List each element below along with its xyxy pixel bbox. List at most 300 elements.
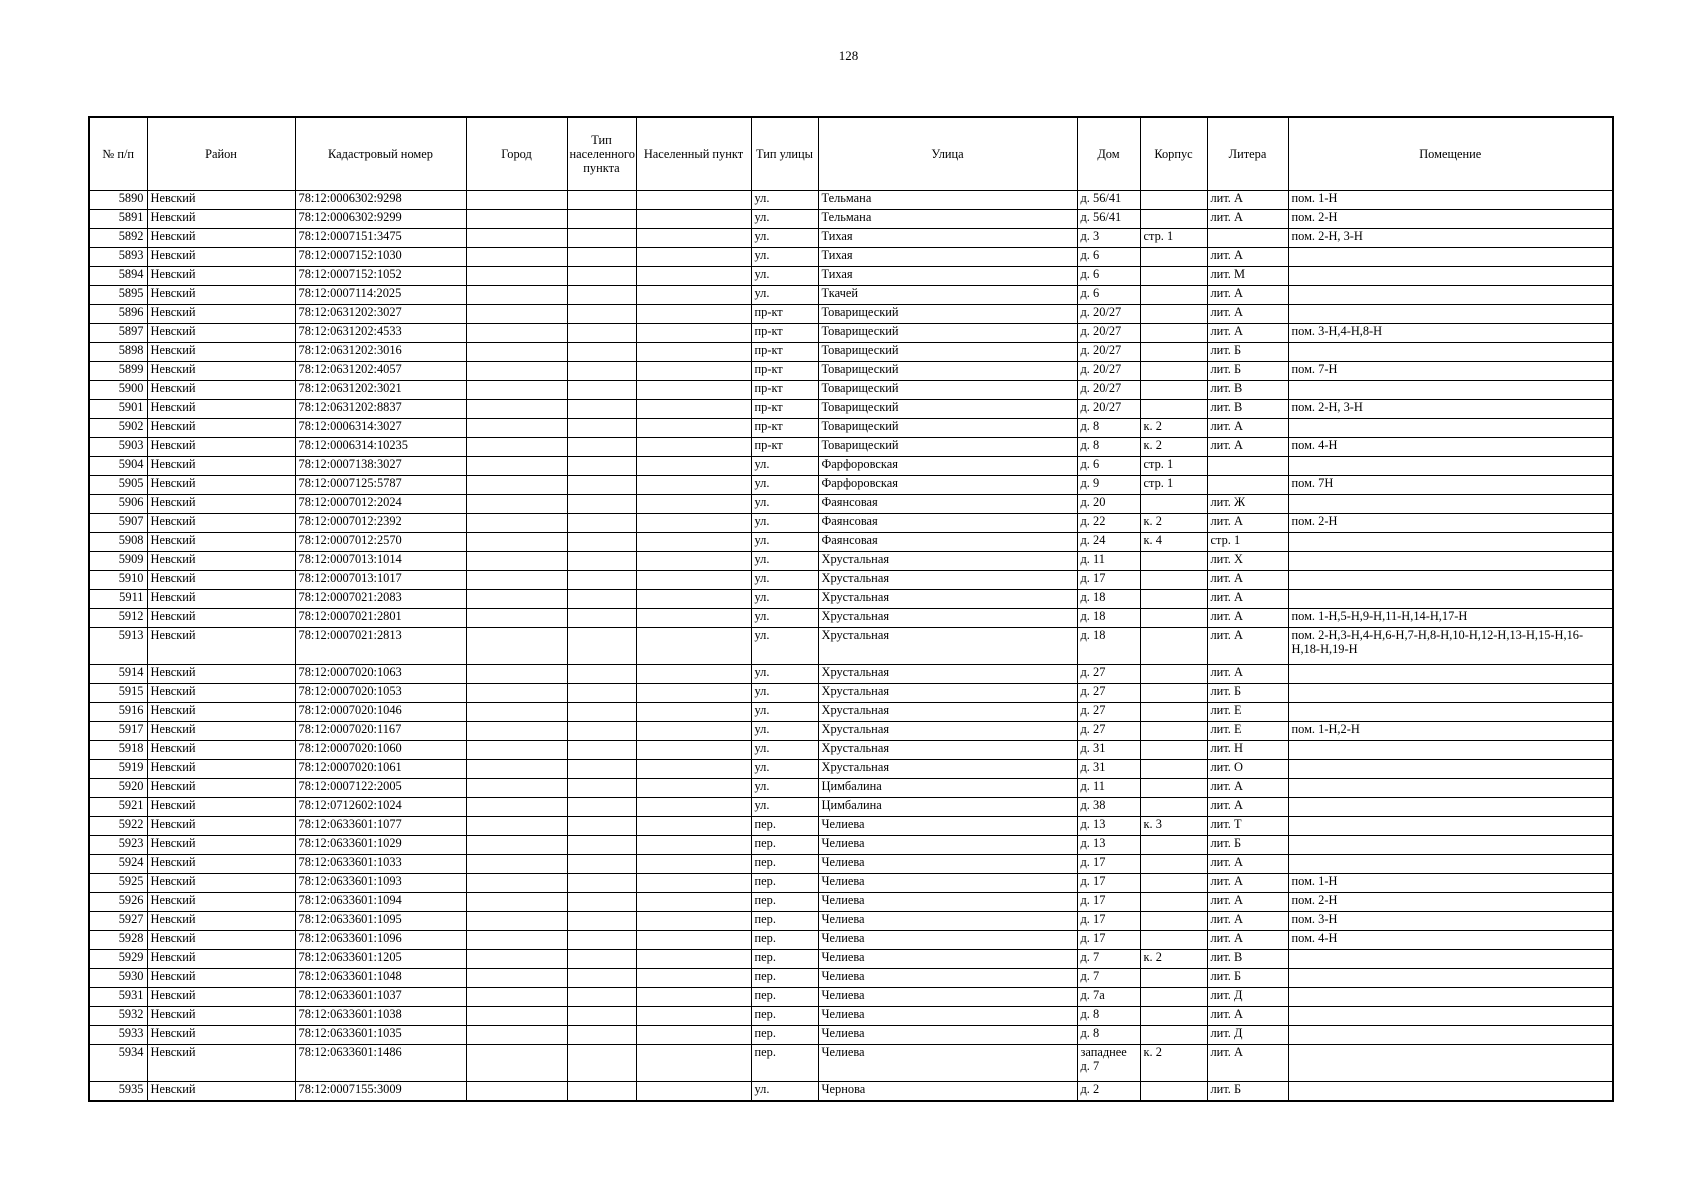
letter-cell: лит. М	[1207, 267, 1288, 286]
premises-cell	[1288, 571, 1613, 590]
street-type-cell: пр-кт	[751, 362, 818, 381]
building-cell	[1140, 495, 1207, 514]
street-cell: Хрустальная	[818, 552, 1077, 571]
street-cell: Тельмана	[818, 210, 1077, 229]
city-cell	[466, 267, 567, 286]
district-cell: Невский	[147, 950, 295, 969]
cadastral-number-cell: 78:12:0633601:1038	[295, 1007, 466, 1026]
street-type-cell: ул.	[751, 1082, 818, 1102]
building-cell	[1140, 665, 1207, 684]
cadastral-number-cell: 78:12:0633601:1093	[295, 874, 466, 893]
letter-cell: лит. А	[1207, 874, 1288, 893]
row-number: 5929	[89, 950, 147, 969]
settlement-cell	[636, 1007, 751, 1026]
street-cell: Челиева	[818, 855, 1077, 874]
city-cell	[466, 191, 567, 210]
settlement-type-cell	[567, 400, 636, 419]
district-cell: Невский	[147, 438, 295, 457]
cadastral-number-cell: 78:12:0007151:3475	[295, 229, 466, 248]
settlement-type-cell	[567, 533, 636, 552]
table-row	[89, 703, 1613, 722]
settlement-cell	[636, 286, 751, 305]
street-cell: Хрустальная	[818, 665, 1077, 684]
table-row	[89, 836, 1613, 855]
letter-cell: лит. А	[1207, 210, 1288, 229]
settlement-cell	[636, 741, 751, 760]
letter-cell: лит. А	[1207, 855, 1288, 874]
row-number: 5890	[89, 191, 147, 210]
cadastral-number-cell: 78:12:0633601:1077	[295, 817, 466, 836]
premises-cell	[1288, 305, 1613, 324]
premises-cell	[1288, 457, 1613, 476]
street-type-cell: пер.	[751, 836, 818, 855]
settlement-cell	[636, 722, 751, 741]
row-number: 5892	[89, 229, 147, 248]
table-row	[89, 1026, 1613, 1045]
letter-cell: лит. Б	[1207, 343, 1288, 362]
house-cell: д. 18	[1077, 609, 1140, 628]
street-cell: Челиева	[818, 1026, 1077, 1045]
city-cell	[466, 950, 567, 969]
premises-cell	[1288, 248, 1613, 267]
building-cell	[1140, 798, 1207, 817]
property-register-table	[88, 116, 1614, 1102]
row-number: 5913	[89, 628, 147, 665]
building-cell	[1140, 779, 1207, 798]
street-cell: Хрустальная	[818, 684, 1077, 703]
house-cell: д. 20/27	[1077, 381, 1140, 400]
letter-cell: лит. Т	[1207, 817, 1288, 836]
street-type-cell: пер.	[751, 1007, 818, 1026]
settlement-type-cell	[567, 381, 636, 400]
street-type-cell: пер.	[751, 969, 818, 988]
city-cell	[466, 248, 567, 267]
header-premises: Помещение	[1288, 117, 1613, 191]
building-cell	[1140, 722, 1207, 741]
table-row	[89, 779, 1613, 798]
building-cell	[1140, 969, 1207, 988]
settlement-type-cell	[567, 684, 636, 703]
row-number: 5917	[89, 722, 147, 741]
letter-cell: лит. Ж	[1207, 495, 1288, 514]
row-number: 5907	[89, 514, 147, 533]
letter-cell	[1207, 476, 1288, 495]
settlement-type-cell	[567, 893, 636, 912]
letter-cell	[1207, 229, 1288, 248]
settlement-cell	[636, 191, 751, 210]
district-cell: Невский	[147, 798, 295, 817]
settlement-cell	[636, 248, 751, 267]
city-cell	[466, 438, 567, 457]
settlement-type-cell	[567, 590, 636, 609]
cadastral-number-cell: 78:12:0633601:1033	[295, 855, 466, 874]
settlement-type-cell	[567, 552, 636, 571]
settlement-type-cell	[567, 514, 636, 533]
cadastral-number-cell: 78:12:0631202:3027	[295, 305, 466, 324]
street-type-cell: ул.	[751, 457, 818, 476]
building-cell	[1140, 988, 1207, 1007]
cadastral-number-cell: 78:12:0631202:3016	[295, 343, 466, 362]
street-cell: Товарищеский	[818, 305, 1077, 324]
district-cell: Невский	[147, 722, 295, 741]
building-cell: к. 4	[1140, 533, 1207, 552]
building-cell	[1140, 1026, 1207, 1045]
street-cell: Тихая	[818, 248, 1077, 267]
house-cell: д. 11	[1077, 779, 1140, 798]
city-cell	[466, 817, 567, 836]
street-cell: Хрустальная	[818, 628, 1077, 665]
premises-cell: пом. 3-Н,4-Н,8-Н	[1288, 324, 1613, 343]
settlement-type-cell	[567, 628, 636, 665]
letter-cell: лит. А	[1207, 438, 1288, 457]
settlement-cell	[636, 684, 751, 703]
table-row	[89, 760, 1613, 779]
cadastral-number-cell: 78:12:0633601:1096	[295, 931, 466, 950]
district-cell: Невский	[147, 286, 295, 305]
house-cell: д. 27	[1077, 722, 1140, 741]
house-cell: д. 6	[1077, 457, 1140, 476]
cadastral-number-cell: 78:12:0633601:1029	[295, 836, 466, 855]
city-cell	[466, 1026, 567, 1045]
letter-cell: лит. А	[1207, 798, 1288, 817]
street-cell: Фаянсовая	[818, 514, 1077, 533]
house-cell: западнее д. 7	[1077, 1045, 1140, 1082]
row-number: 5899	[89, 362, 147, 381]
letter-cell: лит. А	[1207, 305, 1288, 324]
street-type-cell: ул.	[751, 779, 818, 798]
district-cell: Невский	[147, 248, 295, 267]
row-number: 5926	[89, 893, 147, 912]
city-cell	[466, 305, 567, 324]
house-cell: д. 9	[1077, 476, 1140, 495]
building-cell	[1140, 874, 1207, 893]
letter-cell: лит. А	[1207, 665, 1288, 684]
letter-cell: лит. Б	[1207, 684, 1288, 703]
street-type-cell: ул.	[751, 665, 818, 684]
building-cell	[1140, 191, 1207, 210]
cadastral-number-cell: 78:12:0007021:2083	[295, 590, 466, 609]
street-cell: Челиева	[818, 874, 1077, 893]
building-cell	[1140, 931, 1207, 950]
premises-cell: пом. 2-Н	[1288, 514, 1613, 533]
premises-cell	[1288, 950, 1613, 969]
district-cell: Невский	[147, 1082, 295, 1102]
street-cell: Челиева	[818, 950, 1077, 969]
district-cell: Невский	[147, 381, 295, 400]
letter-cell: лит. Д	[1207, 1026, 1288, 1045]
row-number: 5915	[89, 684, 147, 703]
city-cell	[466, 741, 567, 760]
premises-cell: пом. 4-Н	[1288, 438, 1613, 457]
street-cell: Хрустальная	[818, 741, 1077, 760]
city-cell	[466, 912, 567, 931]
building-cell	[1140, 267, 1207, 286]
letter-cell: лит. А	[1207, 324, 1288, 343]
settlement-type-cell	[567, 457, 636, 476]
street-cell: Ткачей	[818, 286, 1077, 305]
building-cell: к. 2	[1140, 950, 1207, 969]
row-number: 5932	[89, 1007, 147, 1026]
header-letter: Литера	[1207, 117, 1288, 191]
house-cell: д. 20/27	[1077, 362, 1140, 381]
city-cell	[466, 590, 567, 609]
table-row	[89, 343, 1613, 362]
district-cell: Невский	[147, 969, 295, 988]
building-cell	[1140, 248, 1207, 267]
header-district: Район	[147, 117, 295, 191]
district-cell: Невский	[147, 874, 295, 893]
district-cell: Невский	[147, 533, 295, 552]
premises-cell	[1288, 286, 1613, 305]
premises-cell	[1288, 1007, 1613, 1026]
street-cell: Цимбалина	[818, 798, 1077, 817]
cadastral-number-cell: 78:12:0006314:10235	[295, 438, 466, 457]
row-number: 5914	[89, 665, 147, 684]
street-cell: Хрустальная	[818, 590, 1077, 609]
street-type-cell: ул.	[751, 286, 818, 305]
district-cell: Невский	[147, 893, 295, 912]
table-row	[89, 533, 1613, 552]
table-row	[89, 267, 1613, 286]
cadastral-number-cell: 78:12:0007020:1061	[295, 760, 466, 779]
street-cell: Хрустальная	[818, 722, 1077, 741]
building-cell	[1140, 286, 1207, 305]
building-cell: к. 2	[1140, 438, 1207, 457]
letter-cell: лит. Е	[1207, 703, 1288, 722]
building-cell	[1140, 912, 1207, 931]
house-cell: д. 6	[1077, 286, 1140, 305]
house-cell: д. 22	[1077, 514, 1140, 533]
premises-cell	[1288, 665, 1613, 684]
letter-cell: лит. Б	[1207, 362, 1288, 381]
letter-cell	[1207, 457, 1288, 476]
settlement-cell	[636, 1026, 751, 1045]
district-cell: Невский	[147, 1026, 295, 1045]
settlement-type-cell	[567, 988, 636, 1007]
house-cell: д. 17	[1077, 931, 1140, 950]
settlement-cell	[636, 590, 751, 609]
cadastral-number-cell: 78:12:0007020:1060	[295, 741, 466, 760]
cadastral-number-cell: 78:12:0006314:3027	[295, 419, 466, 438]
settlement-type-cell	[567, 571, 636, 590]
settlement-cell	[636, 760, 751, 779]
premises-cell: пом. 2-Н, 3-Н	[1288, 229, 1613, 248]
city-cell	[466, 552, 567, 571]
district-cell: Невский	[147, 628, 295, 665]
house-cell: д. 6	[1077, 267, 1140, 286]
house-cell: д. 31	[1077, 760, 1140, 779]
premises-cell: пом. 1-Н	[1288, 874, 1613, 893]
settlement-cell	[636, 1045, 751, 1082]
header-cadastral: Кадастровый номер	[295, 117, 466, 191]
street-type-cell: ул.	[751, 552, 818, 571]
cadastral-number-cell: 78:12:0007020:1063	[295, 665, 466, 684]
settlement-type-cell	[567, 267, 636, 286]
district-cell: Невский	[147, 779, 295, 798]
table-row	[89, 324, 1613, 343]
street-type-cell: ул.	[751, 248, 818, 267]
cadastral-number-cell: 78:12:0633601:1095	[295, 912, 466, 931]
city-cell	[466, 362, 567, 381]
table-row	[89, 457, 1613, 476]
letter-cell: лит. А	[1207, 609, 1288, 628]
settlement-type-cell	[567, 855, 636, 874]
street-cell: Хрустальная	[818, 703, 1077, 722]
street-cell: Фарфоровская	[818, 457, 1077, 476]
street-cell: Товарищеский	[818, 362, 1077, 381]
row-number: 5894	[89, 267, 147, 286]
cadastral-number-cell: 78:12:0631202:3021	[295, 381, 466, 400]
street-type-cell: ул.	[751, 210, 818, 229]
house-cell: д. 38	[1077, 798, 1140, 817]
settlement-type-cell	[567, 495, 636, 514]
building-cell	[1140, 400, 1207, 419]
table-row	[89, 798, 1613, 817]
settlement-cell	[636, 476, 751, 495]
premises-cell	[1288, 684, 1613, 703]
street-cell: Товарищеский	[818, 400, 1077, 419]
street-cell: Тихая	[818, 229, 1077, 248]
settlement-cell	[636, 931, 751, 950]
settlement-cell	[636, 874, 751, 893]
district-cell: Невский	[147, 210, 295, 229]
settlement-cell	[636, 817, 751, 836]
street-type-cell: ул.	[751, 684, 818, 703]
premises-cell	[1288, 836, 1613, 855]
table-row	[89, 571, 1613, 590]
building-cell	[1140, 855, 1207, 874]
street-type-cell: ул.	[751, 703, 818, 722]
street-cell: Челиева	[818, 1007, 1077, 1026]
row-number: 5923	[89, 836, 147, 855]
table-row	[89, 381, 1613, 400]
settlement-type-cell	[567, 931, 636, 950]
district-cell: Невский	[147, 267, 295, 286]
premises-cell	[1288, 969, 1613, 988]
premises-cell: пом. 3-Н	[1288, 912, 1613, 931]
table-row	[89, 495, 1613, 514]
district-cell: Невский	[147, 855, 295, 874]
row-number: 5904	[89, 457, 147, 476]
settlement-cell	[636, 969, 751, 988]
street-type-cell: пр-кт	[751, 381, 818, 400]
table-row	[89, 931, 1613, 950]
letter-cell: лит. Б	[1207, 969, 1288, 988]
district-cell: Невский	[147, 912, 295, 931]
street-cell: Челиева	[818, 969, 1077, 988]
street-cell: Фарфоровская	[818, 476, 1077, 495]
settlement-cell	[636, 324, 751, 343]
street-type-cell: пер.	[751, 912, 818, 931]
row-number: 5927	[89, 912, 147, 931]
cadastral-number-cell: 78:12:0007021:2813	[295, 628, 466, 665]
cadastral-number-cell: 78:12:0007114:2025	[295, 286, 466, 305]
letter-cell: лит. Б	[1207, 836, 1288, 855]
building-cell	[1140, 552, 1207, 571]
settlement-cell	[636, 400, 751, 419]
district-cell: Невский	[147, 400, 295, 419]
settlement-cell	[636, 419, 751, 438]
building-cell	[1140, 684, 1207, 703]
street-type-cell: ул.	[751, 476, 818, 495]
house-cell: д. 24	[1077, 533, 1140, 552]
building-cell	[1140, 324, 1207, 343]
building-cell	[1140, 609, 1207, 628]
cadastral-number-cell: 78:12:0633601:1205	[295, 950, 466, 969]
table-row	[89, 665, 1613, 684]
table-row	[89, 741, 1613, 760]
premises-cell	[1288, 419, 1613, 438]
district-cell: Невский	[147, 476, 295, 495]
district-cell: Невский	[147, 495, 295, 514]
house-cell: д. 20/27	[1077, 305, 1140, 324]
district-cell: Невский	[147, 836, 295, 855]
cadastral-number-cell: 78:12:0007013:1017	[295, 571, 466, 590]
settlement-cell	[636, 381, 751, 400]
row-number: 5909	[89, 552, 147, 571]
table-row	[89, 248, 1613, 267]
settlement-cell	[636, 514, 751, 533]
row-number: 5903	[89, 438, 147, 457]
city-cell	[466, 722, 567, 741]
city-cell	[466, 571, 567, 590]
street-type-cell: пр-кт	[751, 343, 818, 362]
table-row	[89, 988, 1613, 1007]
premises-cell	[1288, 798, 1613, 817]
building-cell	[1140, 1082, 1207, 1102]
row-number: 5912	[89, 609, 147, 628]
row-number: 5911	[89, 590, 147, 609]
house-cell: д. 17	[1077, 571, 1140, 590]
district-cell: Невский	[147, 571, 295, 590]
page-number: 128	[838, 48, 859, 63]
house-cell: д. 8	[1077, 419, 1140, 438]
table-header	[89, 117, 1613, 191]
cadastral-number-cell: 78:12:0007020:1053	[295, 684, 466, 703]
house-cell: д. 56/41	[1077, 210, 1140, 229]
house-cell: д. 8	[1077, 438, 1140, 457]
city-cell	[466, 286, 567, 305]
letter-cell: лит. А	[1207, 628, 1288, 665]
city-cell	[466, 1045, 567, 1082]
settlement-cell	[636, 210, 751, 229]
settlement-type-cell	[567, 741, 636, 760]
row-number: 5893	[89, 248, 147, 267]
settlement-type-cell	[567, 248, 636, 267]
city-cell	[466, 400, 567, 419]
street-type-cell: пр-кт	[751, 438, 818, 457]
city-cell	[466, 969, 567, 988]
premises-cell	[1288, 779, 1613, 798]
street-type-cell: ул.	[751, 571, 818, 590]
street-cell: Челиева	[818, 893, 1077, 912]
house-cell: д. 17	[1077, 912, 1140, 931]
city-cell	[466, 855, 567, 874]
street-type-cell: ул.	[751, 267, 818, 286]
table-row	[89, 609, 1613, 628]
cadastral-number-cell: 78:12:0007012:2392	[295, 514, 466, 533]
street-cell: Тельмана	[818, 191, 1077, 210]
premises-cell	[1288, 741, 1613, 760]
letter-cell: лит. В	[1207, 381, 1288, 400]
cadastral-number-cell: 78:12:0007012:2570	[295, 533, 466, 552]
street-type-cell: ул.	[751, 628, 818, 665]
street-cell: Челиева	[818, 912, 1077, 931]
cadastral-number-cell: 78:12:0007012:2024	[295, 495, 466, 514]
table-row	[89, 969, 1613, 988]
letter-cell: лит. А	[1207, 514, 1288, 533]
premises-cell	[1288, 988, 1613, 1007]
